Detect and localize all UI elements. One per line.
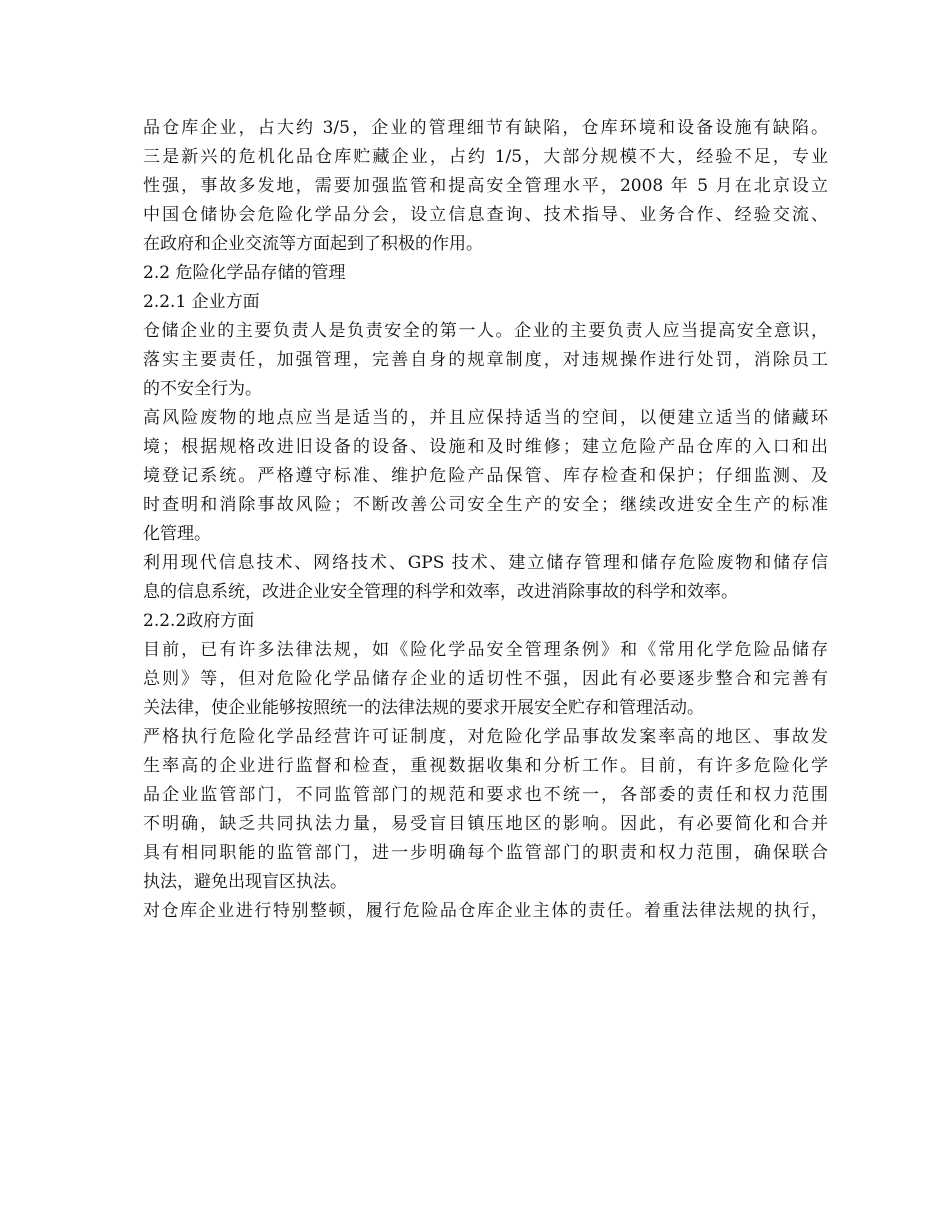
text-line: 的不安全行为。 — [143, 379, 262, 399]
text-line: 息的信息系统，改进企业安全管理的科学和效率，改进消除事故的科学和效率。 — [143, 582, 738, 602]
text-line: 品仓库企业，占大约 3/5，企业的管理细节有缺陷，仓库环境和设备设施有缺陷。 — [143, 118, 828, 138]
text-line: 仓储企业的主要负责人是负责安全的第一人。企业的主要负责人应当提高安全意识， — [143, 321, 828, 341]
text-line: 三是新兴的危机化品仓库贮藏企业，占约 1/5，大部分规模不大，经验不足，专业 — [143, 147, 828, 167]
text-line: 境；根据规格改进旧设备的设备、设施和及时维修；建立危险产品仓库的入口和出 — [143, 437, 828, 457]
text-line: 高风险废物的地点应当是适当的，并且应保持适当的空间，以便建立适当的储藏环 — [143, 408, 828, 428]
text-line: 目前，已有许多法律法规，如《险化学品安全管理条例》和《常用化学危险品储存 — [143, 640, 828, 660]
text-line: 在政府和企业交流等方面起到了积极的作用。 — [143, 234, 483, 254]
text-line: 性强，事故多发地，需要加强监管和提高安全管理水平，2008 年 5 月在北京设立 — [143, 176, 828, 196]
text-line: 生率高的企业进行监督和检查，重视数据收集和分析工作。目前，有许多危险化学 — [143, 756, 828, 776]
document-body — [143, 114, 828, 926]
text-line: 总则》等，但对危险化学品储存企业的适切性不强，因此有必要逐步整合和完善有 — [143, 669, 828, 689]
text-line: 中国仓储协会危险化学品分会，设立信息查询、技术指导、业务合作、经验交流、 — [143, 205, 828, 225]
text-line: 具有相同职能的监管部门，进一步明确每个监管部门的职责和权力范围，确保联合 — [143, 843, 828, 863]
text-line: 时查明和消除事故风险；不断改善公司安全生产的安全；继续改进安全生产的标准 — [143, 495, 828, 515]
text-line: 严格执行危险化学品经营许可证制度，对危险化学品事故发案率高的地区、事故发 — [143, 727, 828, 747]
text-line: 利用现代信息技术、网络技术、GPS 技术、建立储存管理和储存危险废物和储存信 — [143, 553, 828, 573]
text-line: 对仓库企业进行特别整顿，履行危险品仓库企业主体的责任。着重法律法规的执行， — [143, 901, 828, 921]
text-line: 2.2.2政府方面 — [143, 611, 255, 631]
text-line: 执法，避免出现盲区执法。 — [143, 872, 347, 892]
text-line: 化管理。 — [143, 524, 211, 544]
text-line: 2.2 危险化学品存储的管理 — [143, 263, 346, 283]
text-line: 品企业监管部门，不同监管部门的规范和要求也不统一，各部委的责任和权力范围 — [143, 785, 828, 805]
text-line: 2.2.1 企业方面 — [143, 292, 260, 312]
text-line: 境登记系统。严格遵守标准、维护危险产品保管、库存检查和保护；仔细监测、及 — [143, 466, 828, 486]
text-line: 关法律，使企业能够按照统一的法律法规的要求开展安全贮存和管理活动。 — [143, 698, 704, 718]
text-line: 落实主要责任，加强管理，完善自身的规章制度，对违规操作进行处罚，消除员工 — [143, 350, 828, 370]
text-line: 不明确，缺乏共同执法力量，易受盲目镇压地区的影响。因此，有必要简化和合并 — [143, 814, 828, 834]
